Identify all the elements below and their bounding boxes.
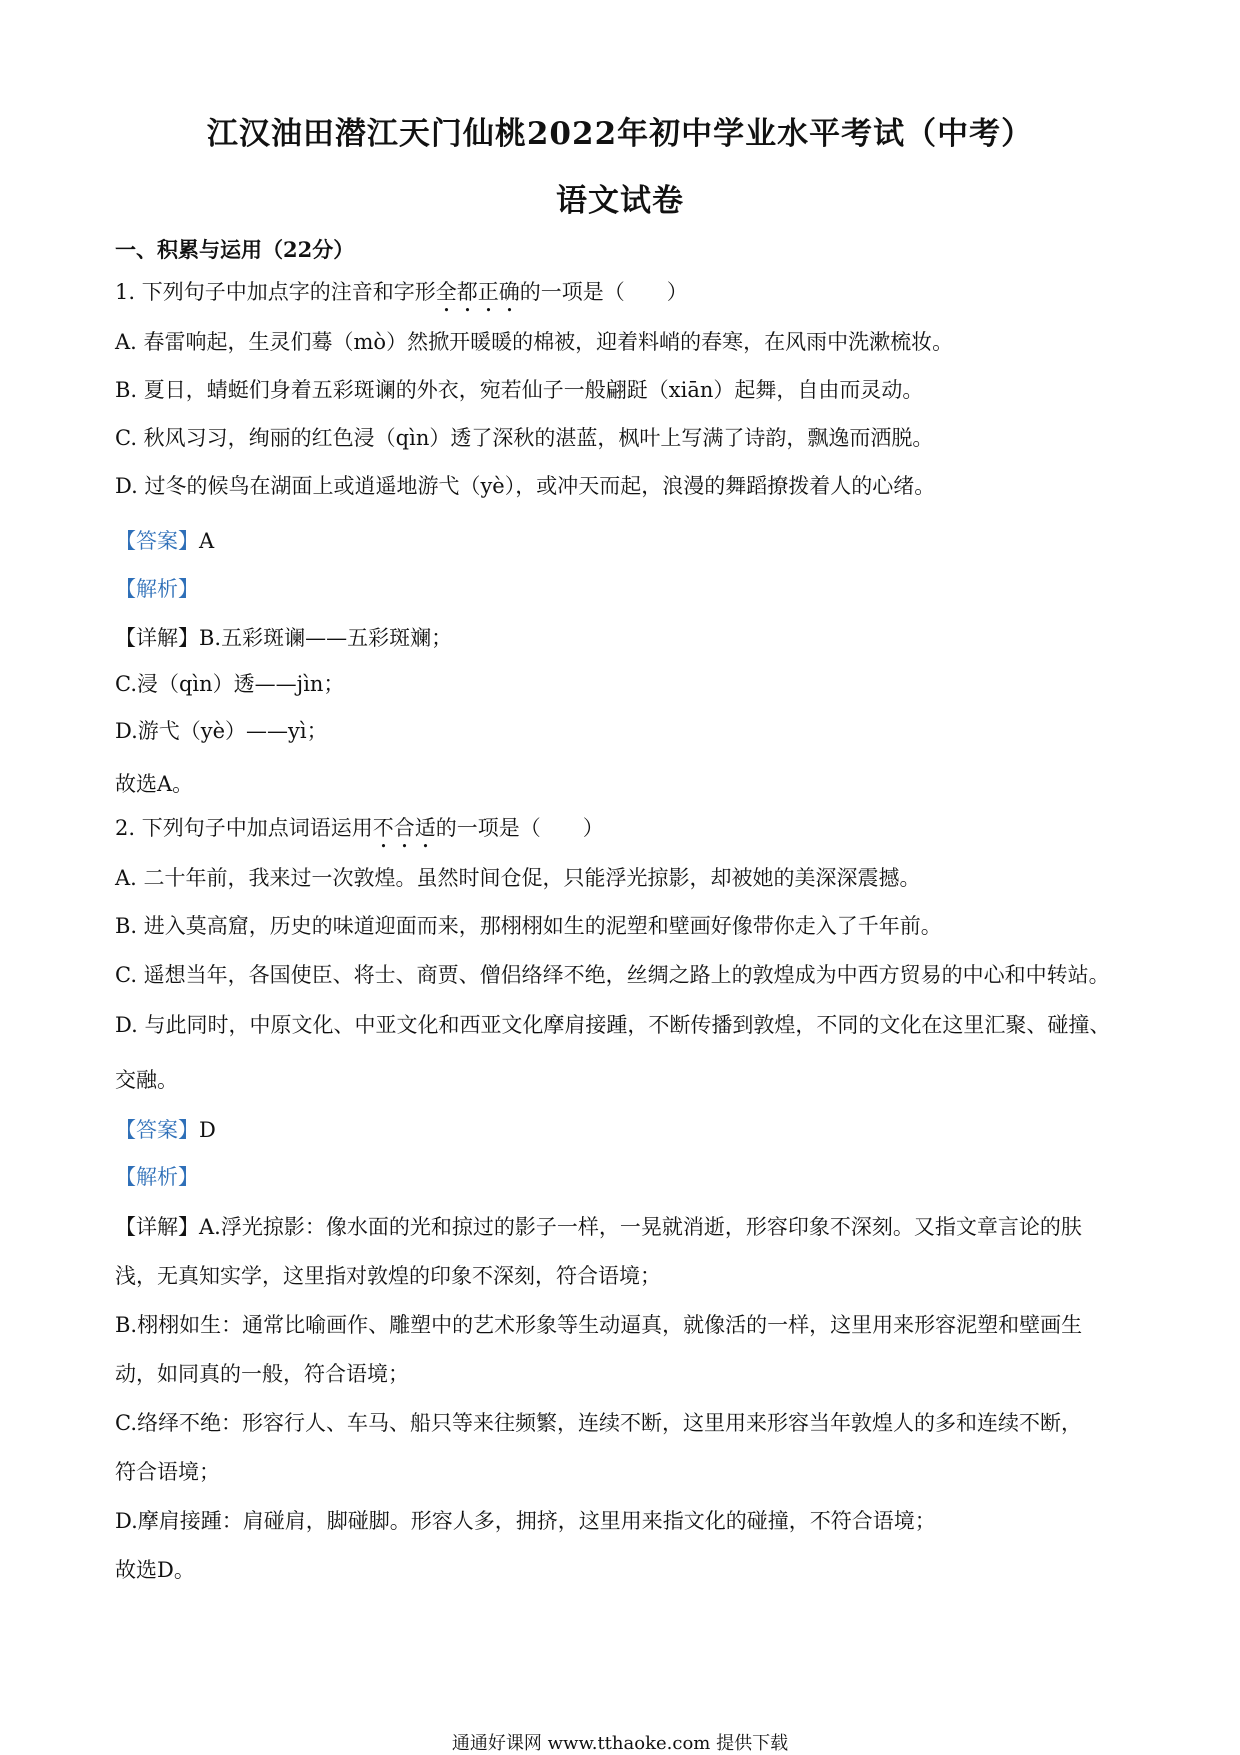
- question-2-option-c: C. 遥想当年，各国使臣、将士、商贾、僧侣络绎不绝，丝绸之路上的敦煌成为中西方贸易的中心和中转站。: [115, 963, 1110, 987]
- question-1-option-d: D. 过冬的候鸟在湖面上或逍遥地游弋（yè），或冲天而起，浪漫的舞蹈撩拨着人的心绪。: [115, 474, 936, 498]
- question-2-option-a: A. 二十年前，我来过一次敦煌。虽然时间仓促，只能浮光掠影，却被她的美深深震撼。: [115, 866, 921, 890]
- question-2-conclusion: 故选D。: [115, 1558, 195, 1582]
- question-1-conclusion: 故选A。: [115, 772, 194, 796]
- question-1-answer: 【答案】A: [115, 529, 215, 553]
- question-2-detail-d: D.摩肩接踵：肩碰肩，脚碰脚。形容人多，拥挤，这里用来指文化的碰撞，不符合语境；: [115, 1509, 936, 1533]
- question-2-analysis-label: 【解析】: [115, 1165, 199, 1189]
- question-1-option-a: A. 春雷响起，生灵们蓦（mò）然掀开暖暖的棉被，迎着料峭的春寒，在风雨中洗漱梳妆。: [115, 330, 954, 354]
- question-2-option-d-cont: 交融。: [115, 1068, 178, 1092]
- question-1-option-c: C. 秋风习习，绚丽的红色浸（qìn）透了深秋的湛蓝，枫叶上写满了诗韵，飘逸而洒脱。: [115, 426, 934, 450]
- section-heading: 一、积累与运用（22分）: [115, 237, 355, 262]
- question-2-detail-a: 【详解】A.浮光掠影：像水面的光和掠过的影子一样，一晃就消逝，形容印象不深刻。又指文章言论的肤: [115, 1215, 1082, 1239]
- answer-label: 【答案】: [115, 529, 199, 553]
- question-2-option-b: B. 进入莫高窟，历史的味道迎面而来，那栩栩如生的泥塑和壁画好像带你走入了千年前。: [115, 914, 942, 938]
- answer-label: 【答案】: [115, 1118, 199, 1142]
- question-1-detail-2: C.浸（qìn）透——jìn；: [115, 672, 345, 696]
- exam-subtitle: 语文试卷: [556, 183, 684, 219]
- question-2-detail-a-cont: 浅，无真知实学，这里指对敦煌的印象不深刻，符合语境；: [115, 1264, 661, 1288]
- question-2-detail-c-cont: 符合语境；: [115, 1460, 220, 1484]
- question-2-detail-c: C.络绎不绝：形容行人、车马、船只等来往频繁，连续不断，这里用来形容当年敦煌人的多和连续不断，: [115, 1411, 1082, 1435]
- question-2-detail-b: B.栩栩如生：通常比喻画作、雕塑中的艺术形象等生动逼真，就像活的一样，这里用来形容泥塑和壁画生: [115, 1313, 1083, 1337]
- question-1-analysis-label: 【解析】: [115, 577, 199, 601]
- page-footer: 通通好课网 www.tthaoke.com 提供下载: [451, 1733, 789, 1754]
- question-2-answer: 【答案】D: [115, 1118, 216, 1142]
- question-2-detail-b-cont: 动，如同真的一般，符合语境；: [115, 1362, 409, 1386]
- question-1-option-b: B. 夏日，蜻蜓们身着五彩斑谰的外衣，宛若仙子一般翩跹（xiān）起舞，自由而灵动。: [115, 378, 924, 402]
- question-2-option-d: D. 与此同时，中原文化、中亚文化和西亚文化摩肩接踵，不断传播到敦煌，不同的文化在这里汇聚、碰撞、: [115, 1013, 1111, 1037]
- question-2-stem: 2. 下列句子中加点词语运用不合适的一项是（ ）: [115, 816, 604, 840]
- question-1-detail-1: 【详解】B.五彩斑谰——五彩斑斓；: [115, 626, 453, 650]
- question-1-detail-3: D.游弋（yè）——yì；: [115, 719, 328, 743]
- question-1-stem: 1. 下列句子中加点字的注音和字形全都正确的一项是（ ）: [115, 280, 688, 304]
- exam-title: 江汉油田潜江天门仙桃2022年初中学业水平考试（中考）: [206, 116, 1034, 152]
